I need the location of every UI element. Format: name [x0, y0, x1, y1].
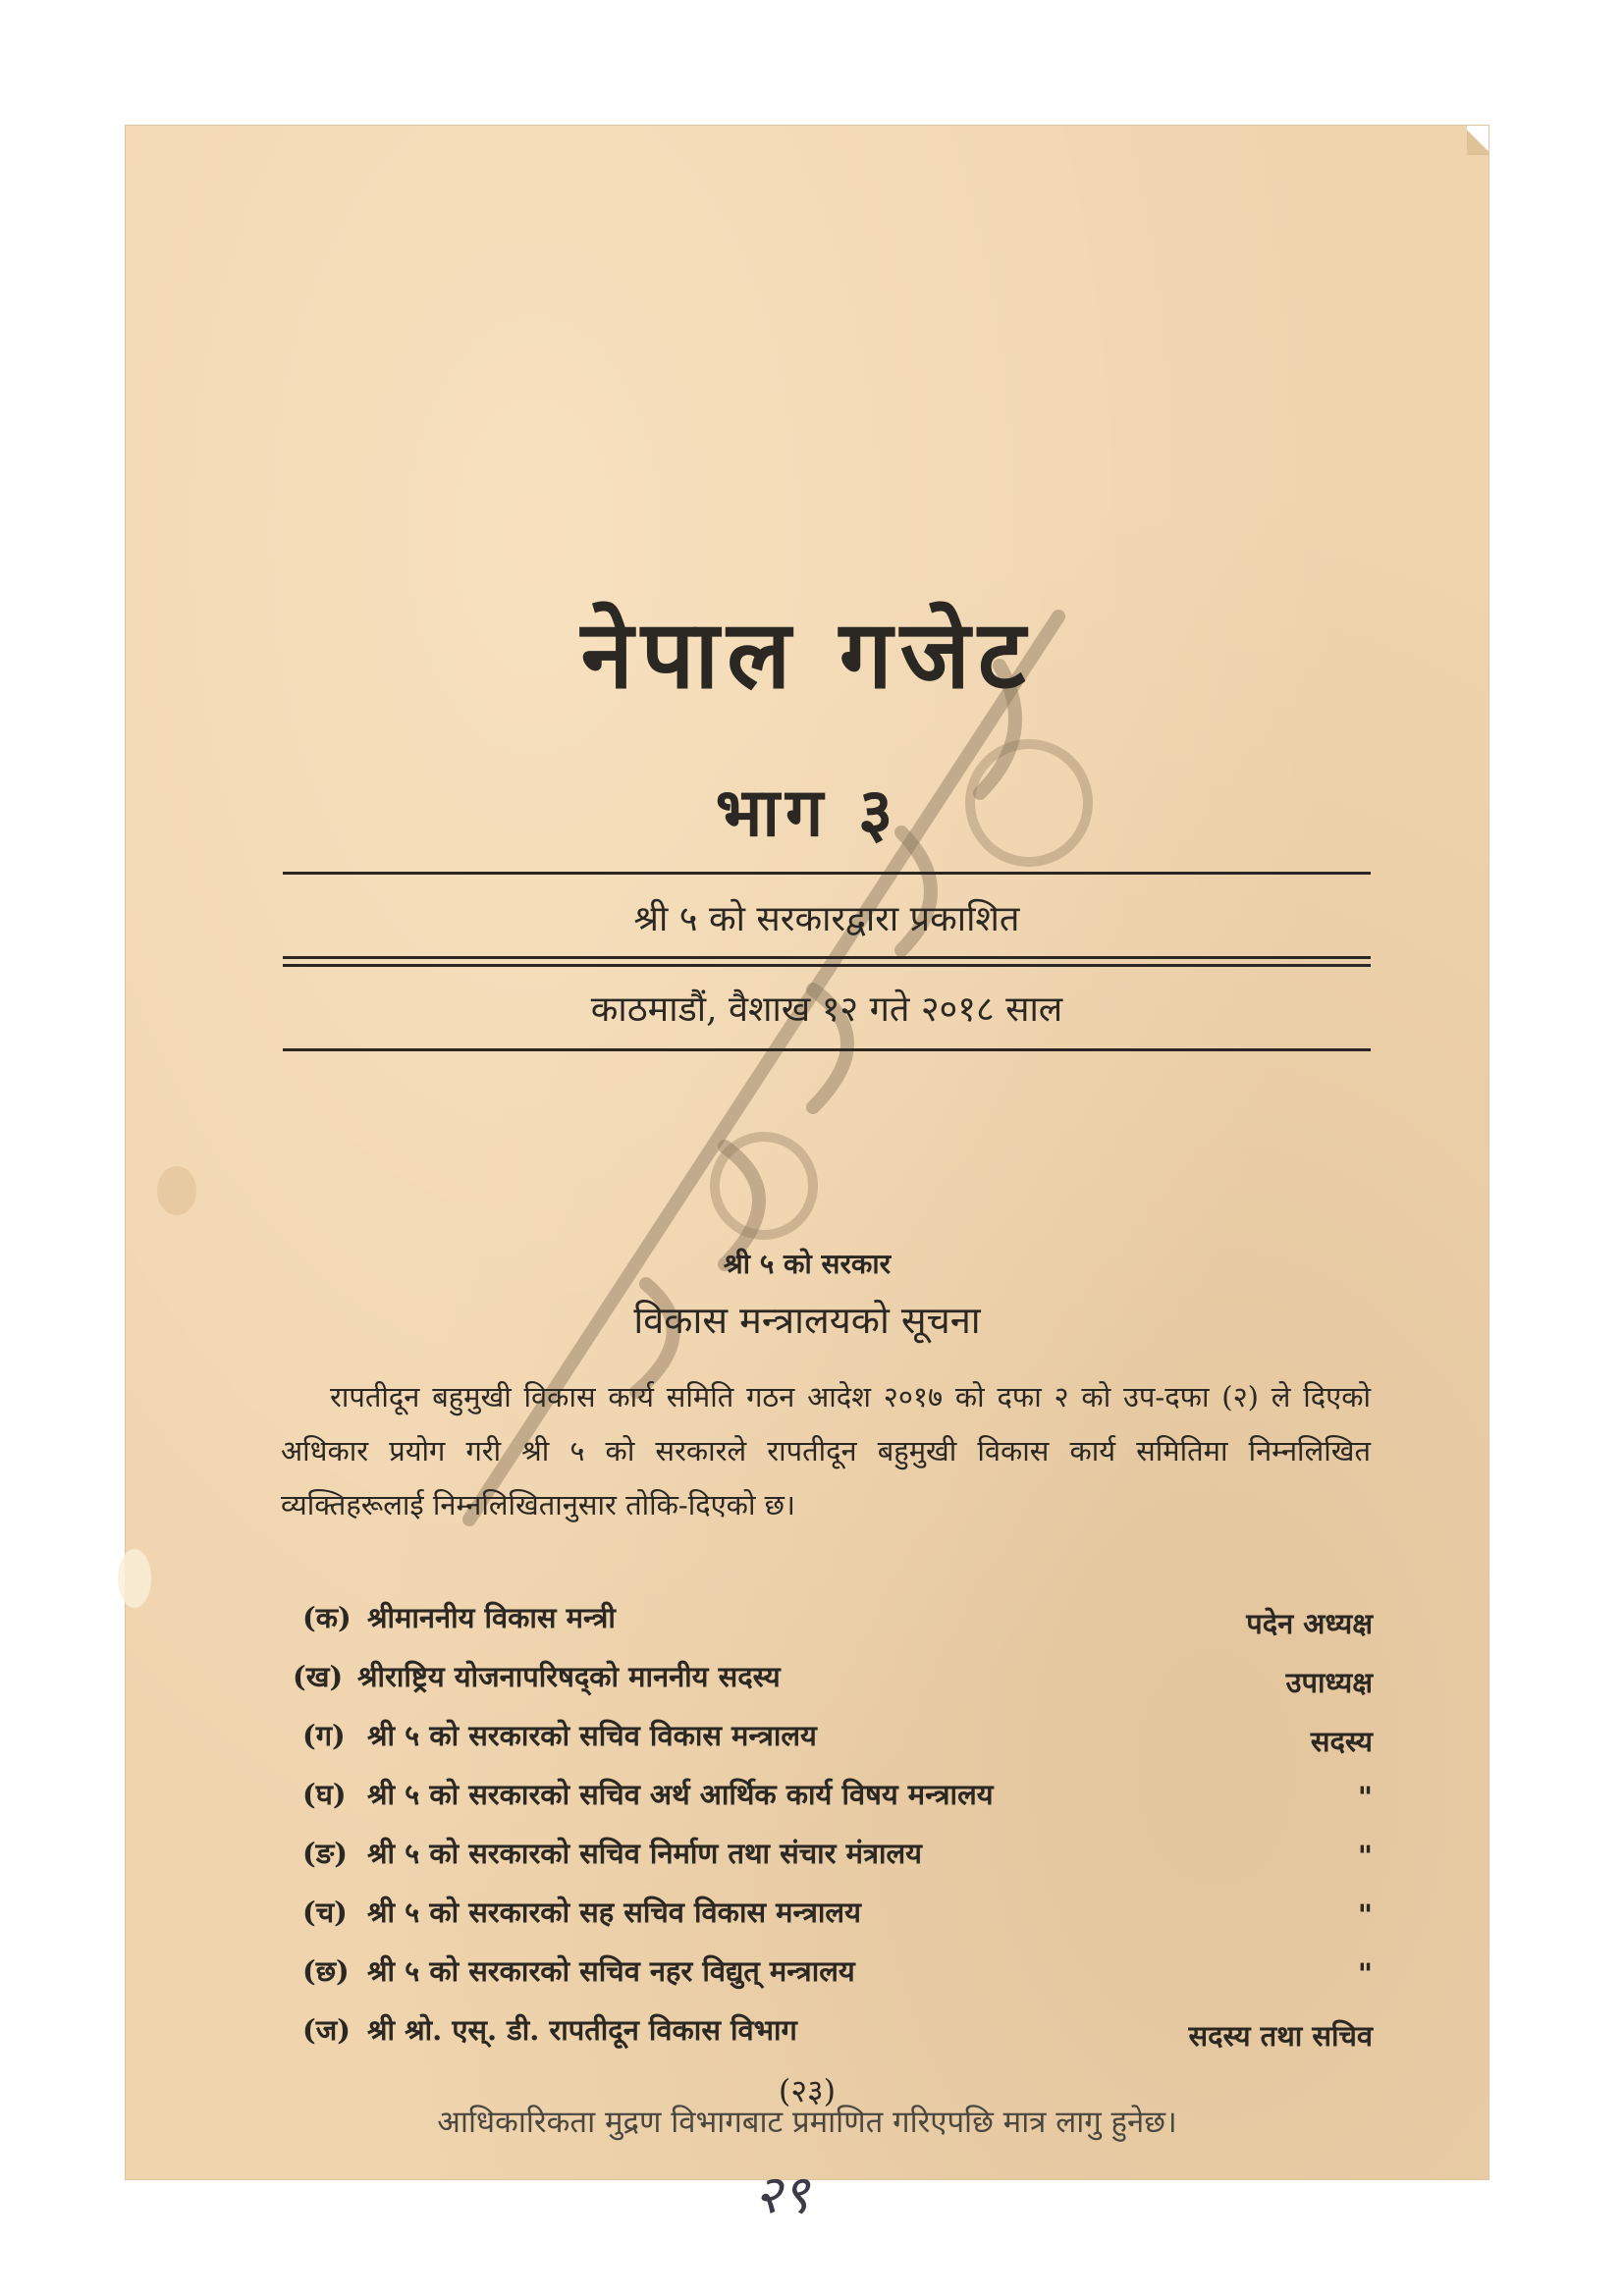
member-row	[302, 1834, 1373, 1889]
member-row	[302, 2010, 1373, 2065]
member-label: (क)	[302, 1601, 352, 1634]
divider-rule	[283, 1048, 1371, 1051]
member-name: श्री ५ को सरकारको सचिव निर्माण तथा संचार मंत्रालय	[367, 1837, 922, 1870]
member-label: (ङ)	[302, 1837, 348, 1870]
member-role: "	[1357, 1957, 1373, 1991]
gazette-title: नेपाल गजेट	[580, 599, 1034, 710]
member-row	[293, 1657, 1373, 1712]
member-name: श्रीराष्ट्रिय योजनापरिषद्‌को माननीय सदस्य	[357, 1660, 781, 1693]
member-label: (ज)	[302, 2013, 351, 2047]
member-role: सदस्य तथा सचिव	[1188, 2019, 1373, 2053]
handwritten-page-number	[744, 2158, 872, 2226]
member-label: (ग)	[302, 1719, 346, 1752]
authentication-footer: आधिकारिकता मुद्रण विभागबाट प्रमाणित गरिएपछि मात्र लागु हुनेछ।	[437, 2105, 1177, 2140]
member-row	[302, 1893, 1373, 1948]
gazette-page	[126, 126, 1489, 2225]
member-name: श्री ५ को सरकारको सचिव अर्थ आर्थिक कार्य विषय मन्त्रालय	[367, 1778, 994, 1811]
member-label: (ख)	[293, 1660, 344, 1693]
member-role: सदस्य	[1310, 1725, 1373, 1758]
page-corner-fold	[1467, 126, 1489, 155]
member-row	[302, 1775, 1373, 1830]
member-row	[302, 1951, 1373, 2006]
notice-title: विकास मन्त्रालयको सूचना	[633, 1299, 981, 1342]
notice-issuer: श्री ५ को सरकार	[723, 1248, 892, 1280]
member-role: उपाध्यक्ष	[1285, 1666, 1373, 1699]
member-name: श्री श्रो. एस्. डी. रापतीदून विकास विभाग	[367, 2013, 797, 2047]
svg-text:२९: २९	[754, 2163, 810, 2225]
member-label: (च)	[302, 1896, 348, 1929]
member-role: पदेन अध्यक्ष	[1246, 1607, 1373, 1640]
divider-rule	[283, 956, 1371, 959]
member-label: (छ)	[302, 1954, 350, 1988]
gazette-part: भाग ३	[715, 774, 899, 852]
member-name: श्री ५ को सरकारको सचिव विकास मन्त्रालय	[367, 1719, 817, 1752]
member-role: "	[1357, 1781, 1373, 1814]
member-role: "	[1357, 1898, 1373, 1932]
member-row	[302, 1716, 1373, 1771]
divider-rule	[283, 872, 1371, 875]
publisher-line: श्री ५ को सरकारद्वारा प्रकाशित	[633, 899, 1020, 939]
dateline: काठमाडौं, वैशाख १२ गते २०१८ साल	[590, 989, 1063, 1030]
member-name: श्री ५ को सरकारको सचिव नहर विद्युत् मन्त्रालय	[367, 1954, 855, 1988]
paper-damage-mark	[157, 1166, 196, 1215]
member-label: (घ)	[302, 1778, 347, 1811]
member-name: श्री ५ को सरकारको सह सचिव विकास मन्त्रालय	[367, 1896, 861, 1929]
divider-rule	[283, 964, 1371, 967]
paper-damage-mark	[118, 1549, 151, 1608]
member-name: श्रीमाननीय विकास मन्त्री	[367, 1601, 616, 1634]
page-number: (२३)	[778, 2072, 837, 2109]
member-row	[302, 1598, 1373, 1653]
notice-body: रापतीदून बहुमुखी विकास कार्य समिति गठन आदेश २०१७ को दफा २ को उप-दफा (२) ले दिएको अधिकार प्रयोग गरी श्री ५ को सरकारले रापतीदून बहुमुखी विकास कार्य समितिमा निम्नलिखित व्यक्तिहरूलाई निम्नलिखितानुसार तोकि-दिएको छ।	[281, 1380, 1371, 1522]
member-role: "	[1357, 1840, 1373, 1873]
